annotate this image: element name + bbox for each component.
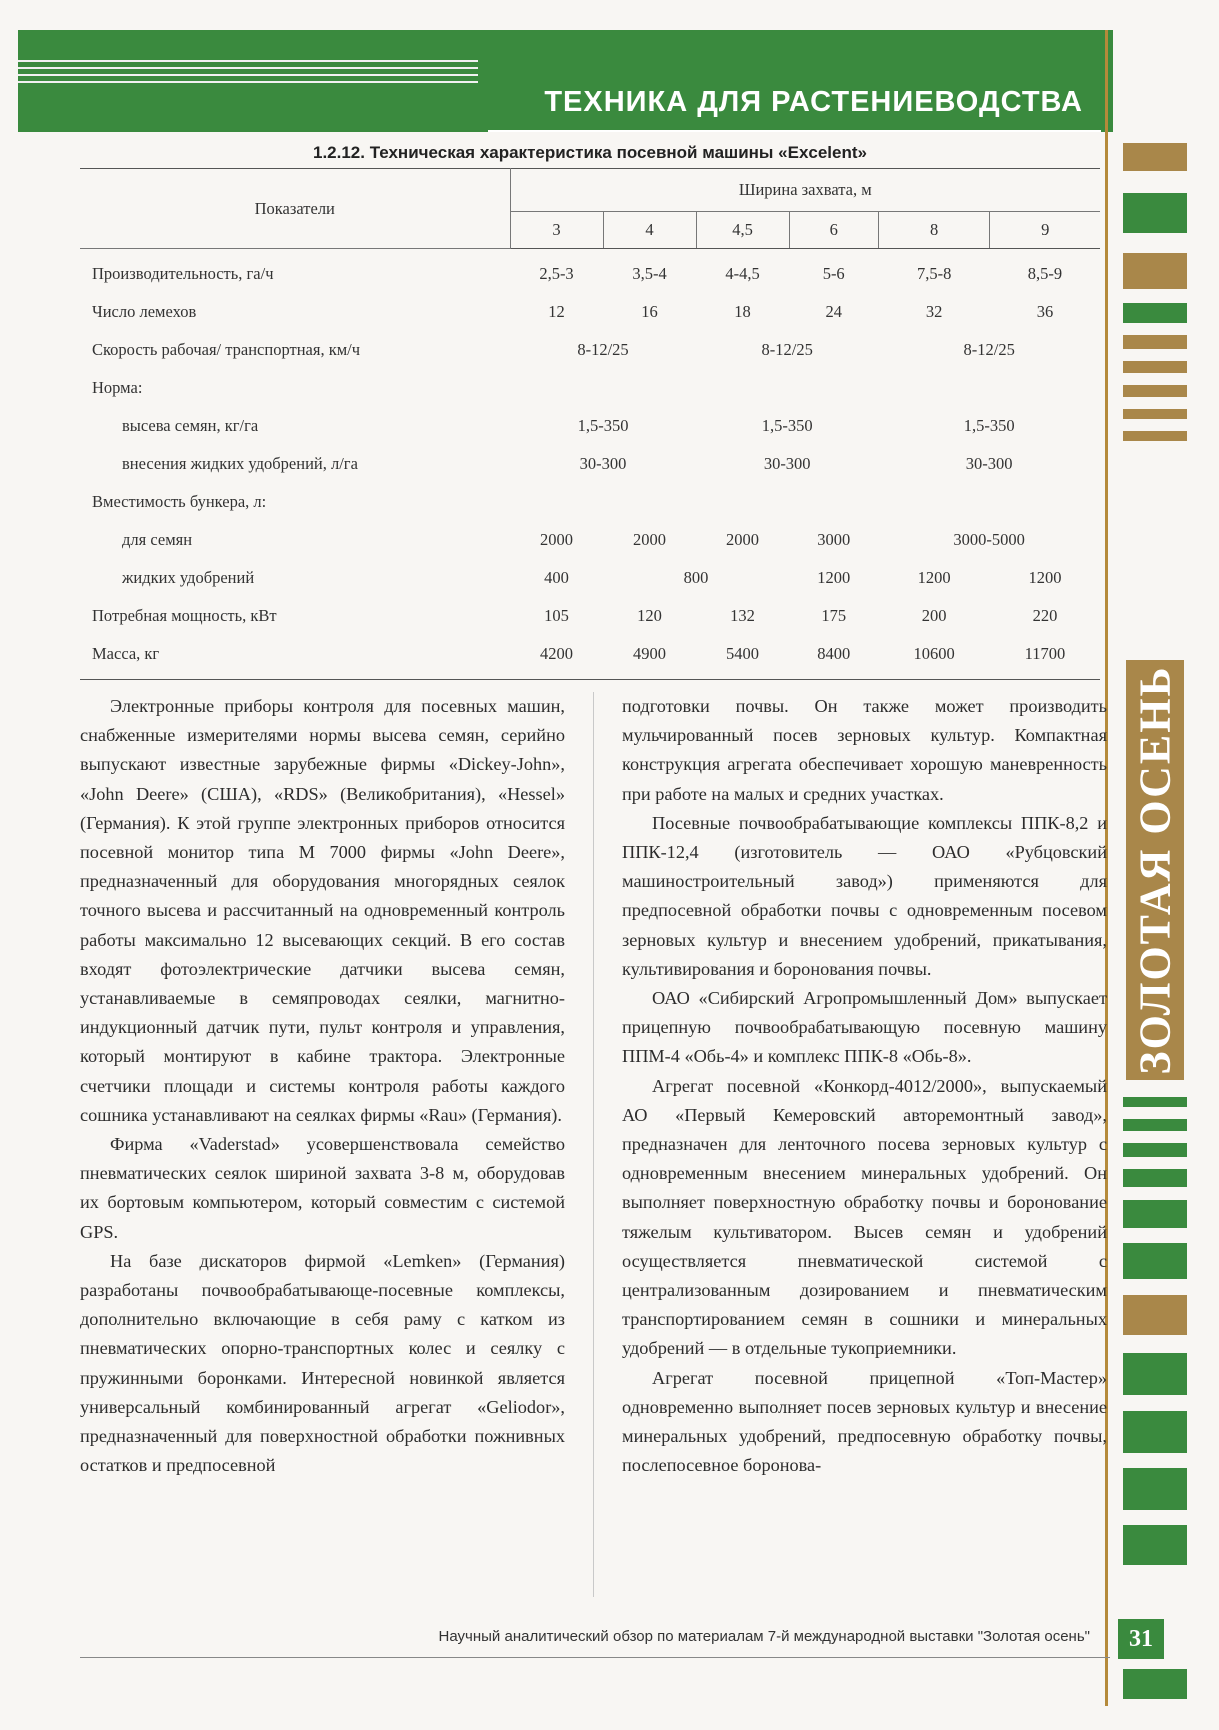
spec-table xyxy=(80,168,1100,680)
paragraph-continuation: подготовки почвы. Он также может производить мульчированный посев зерновых культур. Компактная конструкция агрегата обеспечивает хорошую маневренность при работе на малых и средних участках. xyxy=(622,696,1107,804)
table-cell: 4-4,5 xyxy=(725,264,760,283)
table-cell: 1,5-350 xyxy=(761,416,813,435)
table-cell: 120 xyxy=(637,606,662,625)
table-cell: 8,5-9 xyxy=(1027,264,1063,283)
table-cell: 30-300 xyxy=(579,454,627,473)
table-row xyxy=(80,483,1100,521)
paragraph: Фирма «Vaderstad» усовершенствовала семейство пневматических сеялок шириной захвата 3-8 м, оборудовав их бортовым компьютером, который совместим с системой GPS. xyxy=(80,1134,565,1242)
table-caption: 1.2.12. Техническая характеристика посевной машины «Excelent» xyxy=(313,143,867,162)
table-cell: 36 xyxy=(1036,302,1054,321)
table-row xyxy=(80,293,1100,331)
row-label: Число лемехов xyxy=(92,302,197,321)
row-label: высева семян, кг/га xyxy=(122,416,259,435)
column-divider xyxy=(593,692,594,1597)
table-cell: 7,5-8 xyxy=(916,264,952,283)
table-cell: 132 xyxy=(730,606,755,625)
paragraph: Электронные приборы контроля для посевных машин, снабженные измерителями нормы высева семян, серийно выпускают известные зарубежные фирмы «Dickey-John», «John Deere» (США), «RDS» (Великобритания), «Hessel» (Германия). К этой группе электронных приборов относится посевной монитор типа М 7000 фирмы «John Deere», предназначенный для оборудования многорядных сеялок точного высева и рассчитанный на одновременный контроль работы максимально 12 высевающих секций. В его состав входят фотоэлектрические датчики высева семян, устанавливаемые в семяпроводах сеялки, магнитно-индукционный датчик пути, пульт контроля и управления, который монтируют в кабине трактора. Электронные счетчики площади и системы контроля работы каждого сошника устанавливают на сеялках фирмы «Rau» (Германия). xyxy=(80,696,565,1125)
table-cell: 1200 xyxy=(1028,568,1062,587)
row-label: Масса, кг xyxy=(92,644,160,663)
table-cell: 105 xyxy=(544,606,569,625)
table-cell: 3000-5000 xyxy=(953,530,1025,549)
table-cell: 18 xyxy=(734,302,751,321)
table-cell: 1200 xyxy=(817,568,851,587)
page-number: 31 xyxy=(1118,1619,1164,1659)
table-row xyxy=(80,331,1100,369)
header-decor-lines xyxy=(18,60,478,92)
table-row xyxy=(80,407,1100,445)
table-cell: 11700 xyxy=(1024,644,1066,663)
row-label: Норма: xyxy=(92,378,143,397)
table-row xyxy=(80,445,1100,483)
footer-rule xyxy=(80,1657,1110,1658)
table-cell: 8400 xyxy=(817,644,851,663)
table-cell: 30-300 xyxy=(965,454,1013,473)
paragraph: Посевные почвообрабатывающие комплексы ППК-8,2 и ППК-12,4 (изготовитель — ОАО «Рубцовский машиностроительный завод») применяются для предпосевной обработки почвы с одновременным посевом зерновых культур и внесением удобрений, прикатывания, культивирования и боронования почвы. xyxy=(622,812,1107,979)
row-label: Производительность, га/ч xyxy=(92,264,274,283)
sidebar-title-box xyxy=(1126,660,1184,1080)
table-cell: 2000 xyxy=(540,530,573,549)
table-cell: 1,5-350 xyxy=(577,416,629,435)
table-row xyxy=(80,249,1100,294)
table-cell: 1200 xyxy=(917,568,951,587)
row-label: для семян xyxy=(122,530,193,549)
paragraph: Агрегат посевной «Конкорд-4012/2000», выпускаемый АО «Первый Кемеровский авторемонтный завод», предназначен для ленточного посева зерновых культур с одновременным внесением минеральных удобрений. Он выполняет поверхностную обработку почвы и боронование тяжелым культиватором. Высев семян и удобрений осуществляется пневматической системой с централизованным дозированием и пневматическим транспортированием семян в сошники и минеральных удобрений — в отдельные тукоприемники. xyxy=(622,1075,1107,1359)
width-col: 4,5 xyxy=(696,212,789,249)
row-label: Потребная мощность, кВт xyxy=(92,606,277,625)
section-title: ТЕХНИКА ДЛЯ РАСТЕНИЕВОДСТВА xyxy=(544,86,1083,118)
width-col: 3 xyxy=(510,212,603,249)
table-cell: 10600 xyxy=(913,644,955,663)
row-label: Скорость рабочая/ транспортная, км/ч xyxy=(92,340,361,359)
sidebar-title: ЗОЛОТАЯ ОСЕНЬ xyxy=(1130,665,1180,1075)
table-cell: 12 xyxy=(548,302,565,321)
table-cell: 5-6 xyxy=(822,264,845,283)
table-cell: 2,5-3 xyxy=(539,264,574,283)
row-label: Вместимость бункера, л: xyxy=(92,492,267,511)
table-row xyxy=(80,369,1100,407)
table-cell: 5400 xyxy=(726,644,760,663)
table-cell: 400 xyxy=(544,568,569,587)
header-label: Показатели xyxy=(80,169,510,249)
table-cell: 200 xyxy=(921,606,947,625)
table-row xyxy=(80,597,1100,635)
row-label: жидких удобрений xyxy=(122,568,255,587)
table-cell: 2000 xyxy=(726,530,760,549)
width-col: 4 xyxy=(603,212,696,249)
table-cell: 1,5-350 xyxy=(963,416,1015,435)
paragraph: ОАО «Сибирский Агропромышленный Дом» выпускает прицепную почвообрабатывающую посевную машину ППМ-4 «Обь-4» и комплекс ППК-8 «Обь-8». xyxy=(622,988,1107,1067)
paragraph: На базе дискаторов фирмой «Lemken» (Германия) разработаны почвообрабатывающе-посевные комплексы, дополнительно включающие в себя раму с катком из пневматических опорно-транспортных колес и сеялку с пружинными боронками. Интересной новинкой является универсальный комбинированный агрегат «Geliodor», предназначенный для поверхностной обработки пожнивных остатков и предпосевной xyxy=(80,1250,565,1476)
table-cell: 8-12/25 xyxy=(761,340,813,359)
table-cell: 8-12/25 xyxy=(577,340,629,359)
width-col: 8 xyxy=(878,212,990,249)
table-cell: 8-12/25 xyxy=(963,340,1015,359)
width-header: Ширина захвата, м xyxy=(510,169,1100,212)
table-row xyxy=(80,521,1100,559)
footer-text: Научный аналитический обзор по материалам 7-й международной выставки "Золотая осень" xyxy=(438,1628,1090,1645)
width-col: 9 xyxy=(990,212,1100,249)
table-row xyxy=(80,635,1100,680)
table-cell: 3,5-4 xyxy=(632,264,667,283)
table-cell: 220 xyxy=(1032,606,1058,625)
row-label: внесения жидких удобрений, л/га xyxy=(122,454,358,473)
table-cell: 24 xyxy=(825,302,842,321)
text-column-right xyxy=(622,692,1107,1480)
table-cell: 175 xyxy=(821,606,847,625)
table-row xyxy=(80,559,1100,597)
table-cell: 30-300 xyxy=(763,454,811,473)
header-underline xyxy=(488,130,1101,132)
paragraph: Агрегат посевной прицепной «Топ-Мастер» одновременно выполняет посев зерновых культур и внесение минеральных удобрений, предпосевную обработку почвы, послепосевное боронова- xyxy=(622,1367,1107,1476)
width-col: 6 xyxy=(789,212,878,249)
table-cell: 16 xyxy=(641,302,658,321)
text-column-left xyxy=(80,692,565,1480)
table-cell: 4900 xyxy=(633,644,667,663)
table-cell: 32 xyxy=(925,302,943,321)
header-band xyxy=(18,30,1113,132)
table-cell: 4200 xyxy=(540,644,573,663)
table-cell: 3000 xyxy=(817,530,851,549)
table-cell: 800 xyxy=(683,568,709,587)
table-cell: 2000 xyxy=(633,530,667,549)
